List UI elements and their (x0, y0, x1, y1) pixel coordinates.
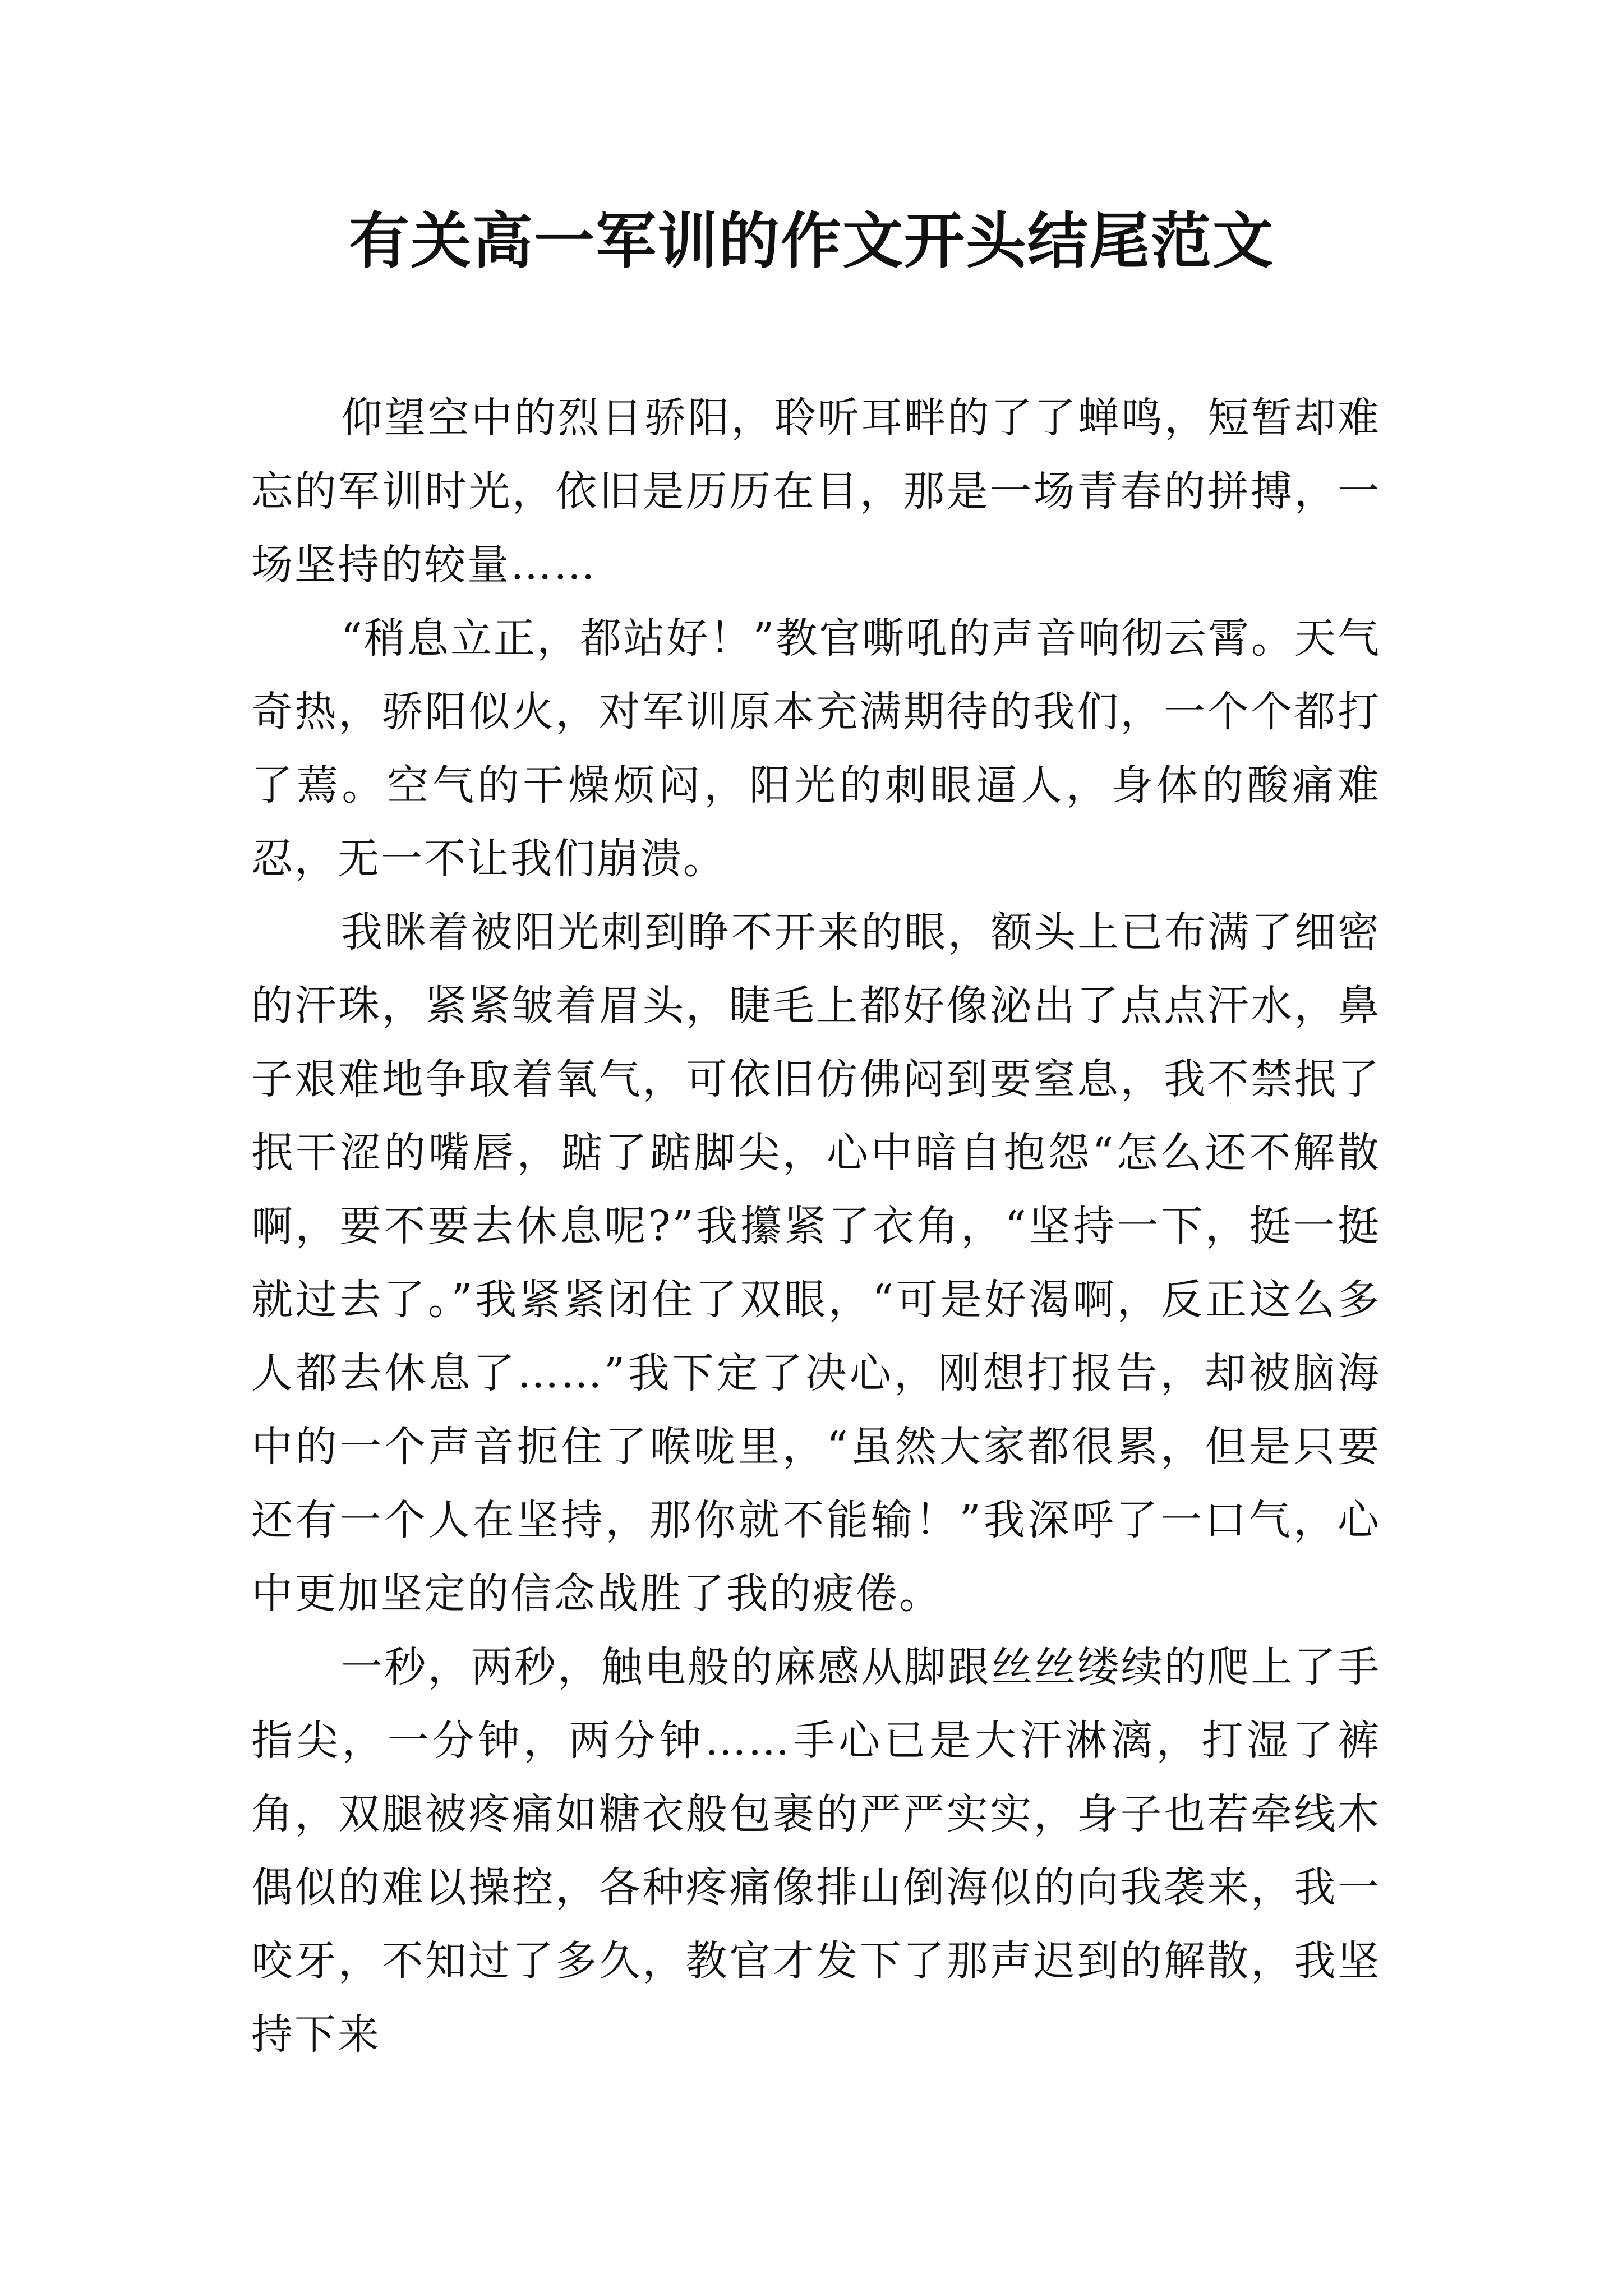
document-body (251, 381, 1381, 2072)
paragraph: “稍息立正，都站好！”教官嘶吼的声音响彻云霄。天气奇热，骄阳似火，对军训原本充满期待的我们，一个个都打了蔫。空气的干燥烦闷，阳光的刺眼逼人，身体的酸痛难忍，无一不让我们崩溃。 (251, 614, 1381, 883)
paragraph: 一秒，两秒，触电般的麻感从脚跟丝丝缕续的爬上了手指尖，一分钟，两分钟……手心已是大汗淋漓，打湿了裤角，双腿被疼痛如糖衣般包裹的严严实实，身子也若牵线木偶似的难以操控，各种疼痛像排山倒海似的向我袭来，我一咬牙，不知过了多久，教官才发下了那声迟到的解散，我坚持下来 (251, 1643, 1381, 2059)
document-title: 有关高一军训的作文开头结尾范文 (348, 206, 1274, 277)
paragraph: 我眯着被阳光刺到睁不开来的眼，额头上已布满了细密的汗珠，紧紧皱着眉头，睫毛上都好像泌出了点点汗水，鼻子艰难地争取着氧气，可依旧仿佛闷到要窒息，我不禁抿了抿干涩的嘴唇，踮了踮脚尖，心中暗自抱怨“怎么还不解散啊，要不要去休息呢?”我攥紧了衣角，“坚持一下，挺一挺就过去了。”我紧紧闭住了双眼，“可是好渴啊，反正这么多人都去休息了……”我下定了决心，刚想打报告，却被脑海中的一个声音扼住了喉咙里，“虽然大家都很累，但是只要还有一个人在坚持，那你就不能输！”我深呼了一口气，心中更加坚定的信念战胜了我的疲倦。 (251, 908, 1381, 1618)
paragraph: 仰望空中的烈日骄阳，聆听耳畔的了了蝉鸣，短暂却难忘的军训时光，依旧是历历在目，那是一场青春的拼搏，一场坚持的较量…… (251, 394, 1381, 589)
